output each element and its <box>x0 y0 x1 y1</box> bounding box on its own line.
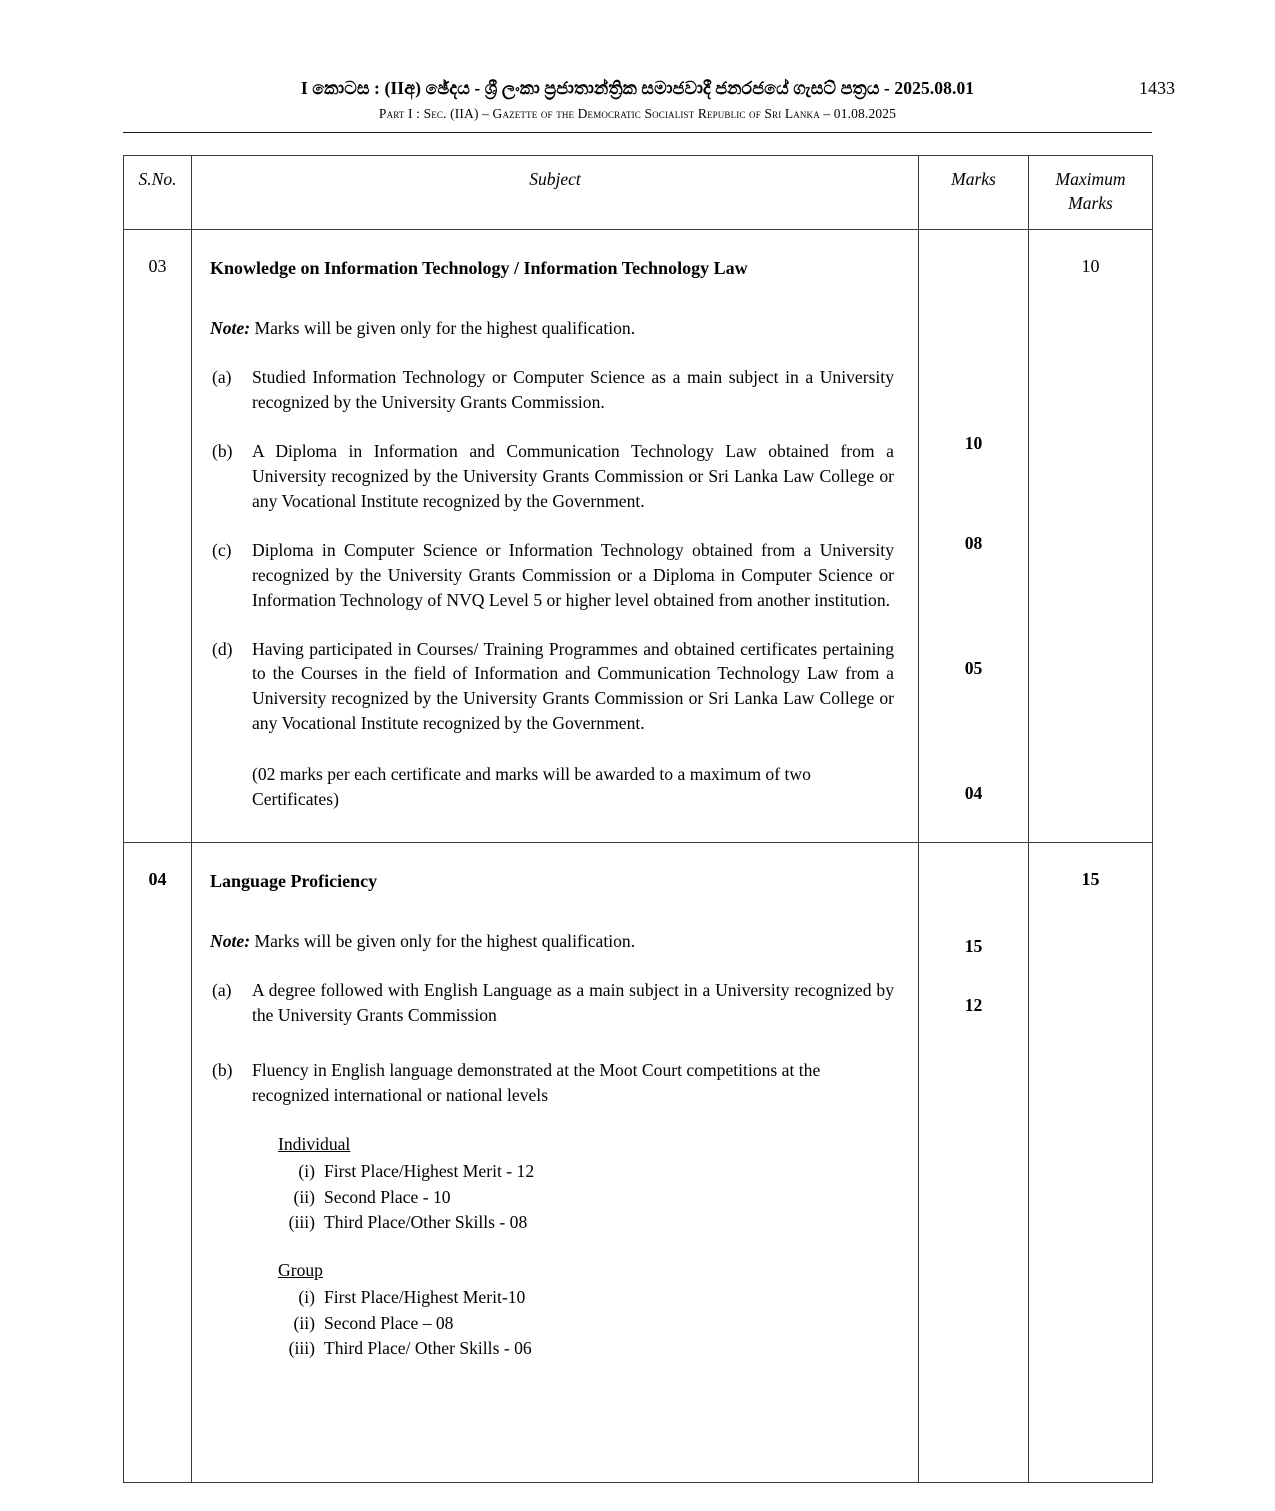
subject-note <box>210 929 894 954</box>
marks-table-container <box>123 155 1152 1483</box>
item-text: Second Place – 08 <box>324 1312 454 1333</box>
sublist-heading: Group <box>278 1259 323 1280</box>
item-label: (b) <box>212 1059 233 1080</box>
list-item <box>210 978 894 1028</box>
list-item <box>278 1311 894 1337</box>
column-header-subject: Subject <box>192 156 919 230</box>
note-text: Marks will be given only for the highest qualification. <box>250 930 636 951</box>
item-text: Studied Information Technology or Computer Science as a main subject in a University recognized by the University Grants Commission. <box>252 366 894 412</box>
page-header <box>0 0 1275 133</box>
table-row <box>124 843 1153 1482</box>
spacer <box>210 1236 894 1258</box>
header-sinhala-line: I කොටස : (IIඅ) ඡේදය - ශ්‍රී ලංකා ප්‍රජාතාන්ත්‍රික සමාජවාදී ජනරජයේ ගැසට් පත්‍රය - 2025.08.01 <box>300 78 975 98</box>
row-marks-cell <box>919 843 1029 1482</box>
item-text: Second Place - 10 <box>324 1186 451 1207</box>
marks-value: 12 <box>964 995 983 1016</box>
note-text: Marks will be given only for the highest qualification. <box>250 317 636 338</box>
language-sublist-group <box>278 1258 894 1362</box>
note-label: Note: <box>210 930 251 951</box>
marks-value: 08 <box>964 533 983 554</box>
marks-value: 10 <box>964 433 983 454</box>
column-header-sno: S.No. <box>124 156 192 230</box>
item-text: Third Place/Other Skills - 08 <box>324 1212 528 1233</box>
subject-title: Knowledge on Information Technology / Information Technology Law <box>210 258 748 279</box>
header-english-line: Part I : Sec. (IIA) – Gazette of the Democratic Socialist Republic of Sri Lanka – 01.08.2025 <box>378 106 897 121</box>
note-label: Note: <box>210 317 251 338</box>
list-item <box>210 538 894 613</box>
item-text: Having participated in Courses/ Training Programmes and obtained certificates pertaining to the Courses in the field of Information and Communication Technology Law from a University recognized by the University Grants Commission or Sri Lanka Law College or any Vocational Institute recognized by the Government. <box>252 638 894 734</box>
item-text: Diploma in Computer Science or Information Technology obtained from a University recognized by the University Grants Commission or a Diploma in Computer Science or Information Technology of NVQ Level 5 or higher level obtained from another institution. <box>252 539 894 610</box>
row-sno: 04 <box>124 843 192 1482</box>
table-header-row <box>124 156 1153 230</box>
item-text: First Place/Highest Merit-10 <box>324 1287 526 1308</box>
item-text: Fluency in English language demonstrated at the Moot Court competitions at the recognized international or national levels <box>252 1059 821 1105</box>
marks-value: 15 <box>964 936 983 957</box>
list-item <box>210 1058 894 1108</box>
item-number: (i) <box>298 1287 315 1308</box>
item-text: First Place/Highest Merit - 12 <box>324 1161 535 1182</box>
sublist-heading: Individual <box>278 1133 351 1154</box>
column-header-max-marks: Maximum Marks <box>1029 156 1153 230</box>
list-item <box>210 637 894 737</box>
list-item <box>278 1159 894 1185</box>
header-divider <box>123 132 1152 133</box>
item-number: (i) <box>298 1161 315 1182</box>
item-number: (iii) <box>288 1338 315 1359</box>
subject-title: Language Proficiency <box>210 871 378 892</box>
item-label: (d) <box>212 638 233 659</box>
row-sno: 03 <box>124 230 192 843</box>
marks-value: 04 <box>964 783 983 804</box>
item-text: A Diploma in Information and Communication Technology Law obtained from a University recognized by the University Grants Commission or Sri Lanka Law College or any Vocational Institute recognized by the Government. <box>252 440 894 511</box>
list-item <box>278 1285 894 1311</box>
list-item <box>278 1210 894 1236</box>
list-item <box>278 1185 894 1211</box>
item-number: (iii) <box>288 1212 315 1233</box>
row-subject-cell <box>192 843 919 1482</box>
item-text: A degree followed with English Language as a main subject in a University recognized by the University Grants Commission <box>252 979 894 1025</box>
row-marks-cell <box>919 230 1029 843</box>
item-text: Third Place/ Other Skills - 06 <box>324 1338 532 1359</box>
item-number: (ii) <box>293 1312 315 1333</box>
list-item <box>210 365 894 415</box>
row-max-marks: 15 <box>1029 843 1153 1482</box>
item-label: (a) <box>212 366 232 387</box>
list-item <box>210 439 894 514</box>
marks-value: 05 <box>964 658 983 679</box>
language-sublist-individual <box>278 1132 894 1236</box>
row-subject-cell <box>192 230 919 843</box>
item-label: (b) <box>212 440 233 461</box>
row-max-marks: 10 <box>1029 230 1153 843</box>
subject-note <box>210 316 894 341</box>
item-number: (ii) <box>293 1186 315 1207</box>
subject-sub-note: (02 marks per each certificate and marks will be awarded to a maximum of two Certificates) <box>252 764 811 810</box>
marks-table <box>123 155 1153 1483</box>
page-number: 1433 <box>1139 78 1175 98</box>
column-header-marks: Marks <box>919 156 1029 230</box>
list-item <box>278 1336 894 1362</box>
table-row <box>124 230 1153 843</box>
item-label: (a) <box>212 979 232 1000</box>
item-label: (c) <box>212 539 232 560</box>
